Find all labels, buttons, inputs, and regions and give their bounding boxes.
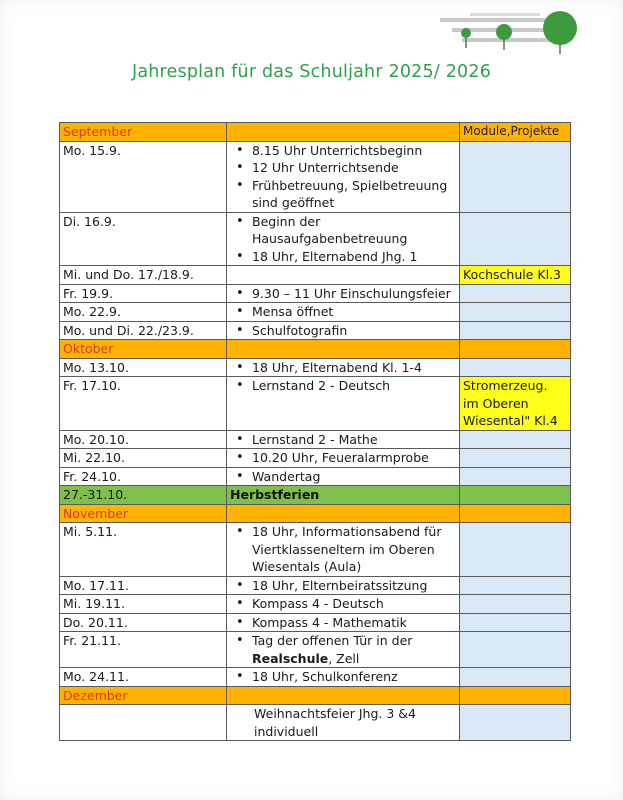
month-row-november [60, 504, 571, 523]
event-cell [227, 576, 460, 595]
event-item: • 18 Uhr, Informationsabend für Viertklasseneltern im Oberen Wiesentals (Aula) [252, 523, 456, 576]
event-item: • 18 Uhr, Elternabend Kl. 1-4 [252, 359, 456, 377]
event-item: Weihnachtsfeier Jhg. 3 &4 individuell [254, 706, 416, 739]
table-row [60, 613, 571, 632]
table-row [60, 449, 571, 468]
event-item: • Schulfotografin [252, 322, 456, 340]
event-item: • Wandertag [252, 468, 456, 486]
module-cell: Kochschule Kl.3 [460, 266, 571, 285]
module-cell [460, 613, 571, 632]
event-item: • Kompass 4 - Mathematik [252, 614, 456, 632]
school-logo [0, 0, 623, 60]
event-item: • 18 Uhr, Schulkonferenz [252, 668, 456, 686]
date-cell: Mo. 24.11. [60, 668, 227, 687]
date-cell: Fr. 21.11. [60, 632, 227, 668]
event-cell [227, 141, 460, 212]
month-row-september [60, 123, 571, 142]
module-cell [460, 523, 571, 577]
table-row [60, 705, 571, 741]
holiday-row [60, 486, 571, 505]
event-item: • Mensa öffnet [252, 303, 456, 321]
event-cell [227, 266, 460, 285]
table-row [60, 377, 571, 431]
table-row [60, 358, 571, 377]
event-item: • 8.15 Uhr Unterrichtsbeginn [252, 142, 456, 160]
date-cell: Mo. 20.10. [60, 430, 227, 449]
event-cell [227, 212, 460, 266]
module-cell [460, 284, 571, 303]
module-cell [460, 576, 571, 595]
module-cell: Stromerzeug. im Oberen Wiesental" Kl.4 [460, 377, 571, 431]
module-cell [460, 595, 571, 614]
date-cell: Fr. 24.10. [60, 467, 227, 486]
event-cell [227, 377, 460, 431]
date-cell: Fr. 19.9. [60, 284, 227, 303]
module-cell [460, 212, 571, 266]
module-cell [460, 358, 571, 377]
table-row [60, 668, 571, 687]
module-cell [460, 467, 571, 486]
table-row [60, 595, 571, 614]
table-row [60, 632, 571, 668]
date-cell: Do. 20.11. [60, 613, 227, 632]
event-cell [227, 595, 460, 614]
module-cell [460, 705, 571, 741]
event-cell [227, 358, 460, 377]
event-item: • Frühbetreuung, Spielbetreuung sind geöffnet [252, 177, 456, 212]
module-cell [460, 632, 571, 668]
table-row [60, 303, 571, 322]
table-row [60, 284, 571, 303]
table-row [60, 321, 571, 340]
date-cell: Mi. 19.11. [60, 595, 227, 614]
event-cell [227, 284, 460, 303]
event-item: • 9.30 – 11 Uhr Einschulungsfeier [252, 285, 456, 303]
module-cell [460, 141, 571, 212]
date-cell: Mo. 15.9. [60, 141, 227, 212]
module-cell [460, 321, 571, 340]
event-item: • 10.20 Uhr, Feueralarmprobe [252, 449, 456, 467]
date-cell: Di. 16.9. [60, 212, 227, 266]
event-cell [227, 303, 460, 322]
month-label: November [60, 504, 227, 523]
module-cell [460, 449, 571, 468]
table-row [60, 266, 571, 285]
event-cell [227, 613, 460, 632]
event-item: • 18 Uhr, Elternabend Jhg. 1 [252, 248, 456, 266]
date-cell: Mo. 17.11. [60, 576, 227, 595]
event-cell [227, 668, 460, 687]
holiday-label: Herbstferien [227, 486, 460, 505]
month-label: Dezember [60, 686, 227, 705]
date-cell: Mo. 22.9. [60, 303, 227, 322]
event-cell [227, 632, 460, 668]
page-title: Jahresplan für das Schuljahr 2025/ 2026 [131, 62, 492, 82]
event-cell [227, 449, 460, 468]
date-cell: Mo. und Di. 22./23.9. [60, 321, 227, 340]
month-label: September [60, 123, 227, 142]
year-plan-table [59, 122, 571, 741]
date-cell: Mi. und Do. 17./18.9. [60, 266, 227, 285]
date-cell: Fr. 17.10. [60, 377, 227, 431]
month-row-dezember [60, 686, 571, 705]
date-cell: 27.-31.10. [60, 486, 227, 505]
event-item: • 12 Uhr Unterrichtsende [252, 159, 456, 177]
event-item: • 18 Uhr, Elternbeiratssitzung [252, 577, 456, 595]
event-item: • Lernstand 2 - Deutsch [252, 377, 456, 395]
event-item: • Lernstand 2 - Mathe [252, 431, 456, 449]
event-item: • Kompass 4 - Deutsch [252, 595, 456, 613]
module-header: Module,Projekte [460, 123, 571, 142]
table-row [60, 141, 571, 212]
table-row [60, 467, 571, 486]
table-row [60, 212, 571, 266]
date-cell [60, 705, 227, 741]
table-row [60, 430, 571, 449]
event-item: • Tag der offenen Tür in der Realschule, Zell [252, 632, 456, 667]
event-cell [227, 430, 460, 449]
month-row-oktober [60, 340, 571, 359]
event-cell [227, 467, 460, 486]
event-item: • Beginn der Hausaufgabenbetreuung [252, 213, 456, 248]
table-row [60, 576, 571, 595]
table-row [60, 523, 571, 577]
date-cell: Mi. 22.10. [60, 449, 227, 468]
date-cell: Mi. 5.11. [60, 523, 227, 577]
event-cell [227, 321, 460, 340]
date-cell: Mo. 13.10. [60, 358, 227, 377]
event-cell [227, 705, 460, 741]
module-cell [460, 668, 571, 687]
month-label: Oktober [60, 340, 227, 359]
module-cell [460, 303, 571, 322]
module-cell [460, 430, 571, 449]
event-cell [227, 523, 460, 577]
